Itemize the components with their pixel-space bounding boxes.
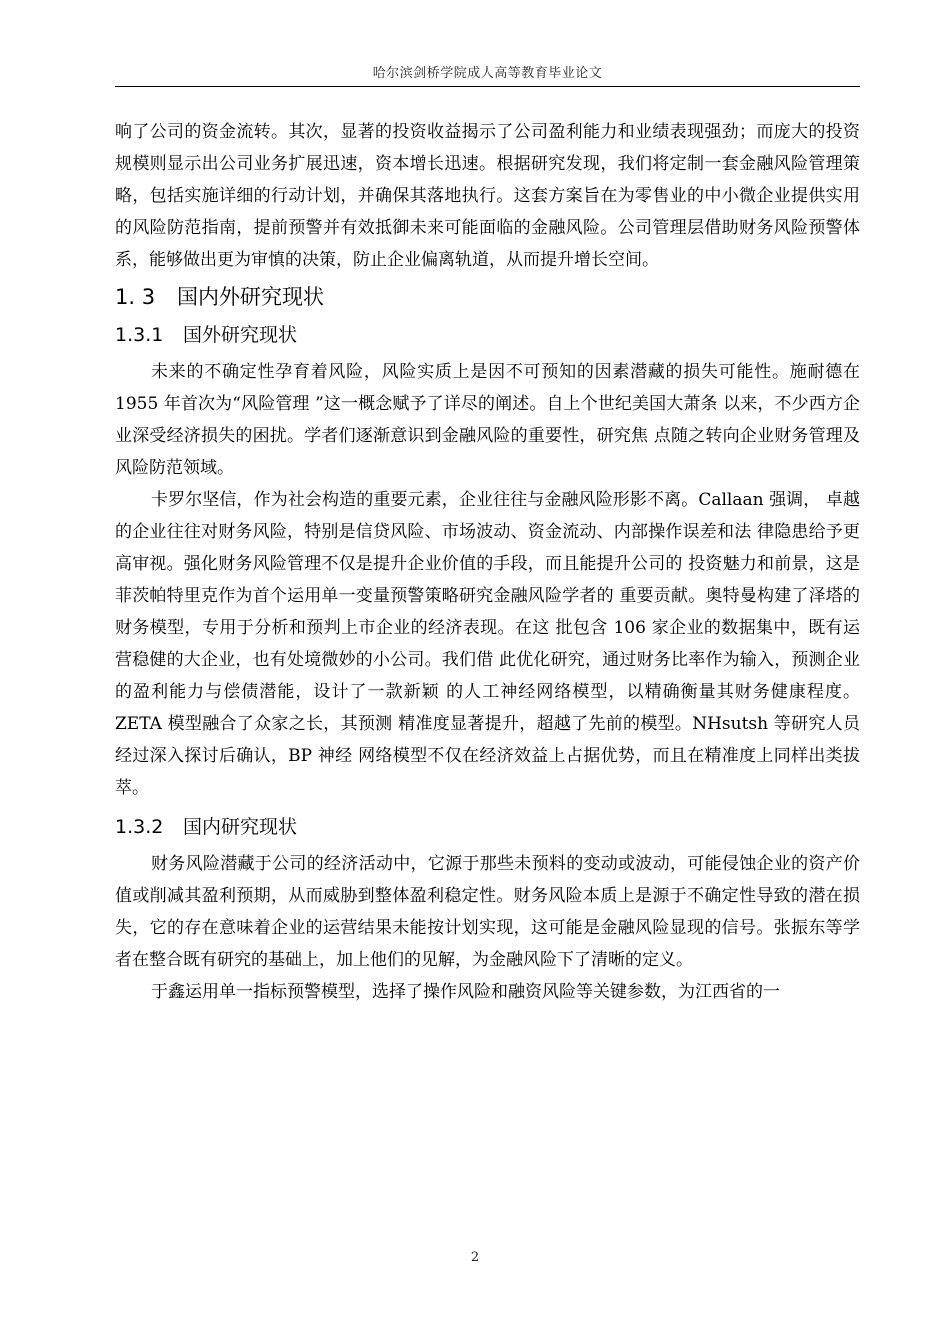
page-header: 哈尔滨剑桥学院成人高等教育毕业论文 [372,66,603,81]
page-body [115,116,860,1008]
subsection-title: 国内研究现状 [183,816,298,838]
subsection-number: 1.3.2 [115,816,164,838]
subsection-number: 1.3.1 [115,324,164,346]
page-number: 2 [470,1250,480,1265]
subsection-title: 国外研究现状 [183,324,298,346]
header-rule [115,86,860,87]
section-number: 1. 3 [115,285,156,309]
paragraph-domestic-1: 财务风险潜藏于公司的经济活动中，它源于那些未预料的变动或波动，可能侵蚀企业的资产价值或削减其盈利预期，从而威胁到整体盈利稳定性。财务风险本质上是源于不确定性导致的潜在损失，它的存在意味着企业的运营结果未能按计划实现，这可能是金融风险显现的信号。张振东等学者在整合既有研究的基础上，加上他们的见解，为金融风险下了清晰的定义。 [115,854,860,970]
subsection-heading-domestic [115,812,860,842]
paragraph-domestic-2: 于鑫运用单一指标预警模型，选择了操作风险和融资风险等关键参数，为江西省的一 [151,982,780,1002]
section-title: 国内外研究现状 [177,285,324,309]
subsection-heading-foreign [115,320,860,350]
paragraph-foreign-2: 卡罗尔坚信，作为社会构造的重要元素，企业往往与金融风险形影不离。Callaan 强调， 卓越的企业往往对财务风险，特别是信贷风险、市场波动、资金流动、内部操作误差和法 律隐患给予更高审视。强化财务风险管理不仅是提升企业价值的手段，而且能提升公司的 投资魅力和前景，这是菲茨帕特里克作为首个运用单一变量预警策略研究金融风险学者的 重要贡献。奥特曼构建了泽塔的财务模型，专用于分析和预判上市企业的经济表现。在这 批包含 106 家企业的数据集中，既有运营稳健的大企业，也有处境微妙的小公司。我们借 此优化研究，通过财务比率作为输入，预测企业的盈利能力与偿债潜能，设计了一款新颖 的人工神经网络模型，以精确衡量其财务健康程度。ZETA 模型融合了众家之长，其预测 精准度显著提升，超越了先前的模型。NHsutsh 等研究人员经过深入探讨后确认，BP 神经 网络模型不仅在经济效益上占据优势，而且在精准度上同样出类拔萃。 [115,490,860,798]
paragraph-foreign-1: 未来的不确定性孕育着风险，风险实质上是因不可预知的因素潜藏的损失可能性。施耐德在 1955 年首次为“风险管理 ”这一概念赋予了详尽的阐述。自上个世纪美国大萧条 以来，不少西方企业深受经济损失的困扰。学者们逐渐意识到金融风险的重要性，研究焦 点随之转向企业财务管理及风险防范领域。 [115,362,860,478]
intro-paragraph: 响了公司的资金流转。其次，显著的投资收益揭示了公司盈利能力和业绩表现强劲；而庞大的投资规模则显示出公司业务扩展迅速，资本增长迅速。根据研究发现，我们将定制一套金融风险管理策略，包括实施详细的行动计划，并确保其落地执行。这套方案旨在为零售业的中小微企业提供实用的风险防范指南，提前预警并有效抵御未来可能面临的金融风险。公司管理层借助财务风险预警体系，能够做出更为审慎的决策，防止企业偏离轨道，从而提升增长空间。 [115,122,860,270]
section-heading [115,282,860,312]
